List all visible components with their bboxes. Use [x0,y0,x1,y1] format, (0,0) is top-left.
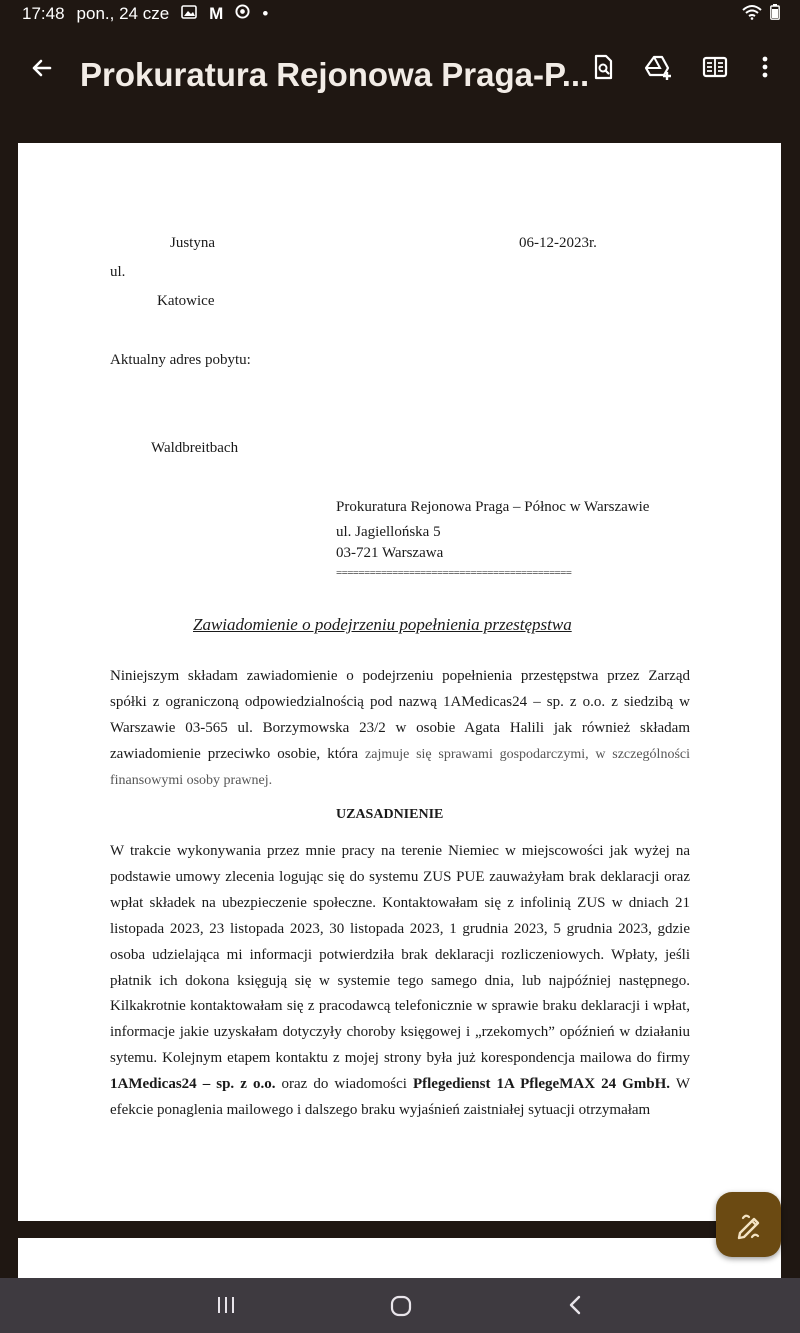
recent-apps-button[interactable] [214,1293,238,1322]
sender-street: ul. [110,264,126,280]
intro-main-text: Niniejszym składam zawiadomienie o podejrzeniu popełnienia przestępstwa przez Zarząd spółki z ograniczoną odpowiedzialnością pod nazwą 1AMedicas24 – sp. z o.o. z siedzibą w Warszawie 03-565 ul. Borzymowska 23/2 w osobie Agata Halili jak również składam zawiadomienie przeciwko osobie, która [110,668,690,762]
intro-paragraph [110,664,690,794]
gmail-notification-icon: M [209,4,224,23]
back-button[interactable] [26,52,58,84]
more-options-button[interactable] [750,52,780,82]
document-date: 06-12-2023r. [519,235,597,251]
system-back-button[interactable] [564,1293,588,1322]
home-icon [388,1293,414,1319]
recipient-postcode-city: 03-721 Warszawa [336,545,444,561]
reading-mode-button[interactable] [700,52,730,82]
document-search-icon [588,52,618,82]
more-vert-icon [750,52,780,82]
chrome-notification-icon [235,4,250,24]
annotate-fab-button[interactable] [716,1192,781,1257]
sender-name: Justyna [170,235,215,251]
current-address-label: Aktualny adres pobytu: [110,352,251,368]
app-bar [0,30,800,130]
more-notifications-dot: • [262,4,269,23]
battery-icon [770,4,780,25]
status-time: 17:48 [22,4,65,23]
pen-annotate-icon [716,1192,781,1257]
system-navigation-bar [0,1278,800,1333]
body-text-1: W trakcie wykonywania przez mnie pracy na terenie Niemiec w miejscowości jak wyżej na podstawie umowy zlecenia logując się do systemu ZUS PUE zauważyłam brak deklaracji oraz wpłat składek na ubezpieczenie społeczne. Kontaktowałam się z infolinią ZUS w dniach 21 listopada 2023, 23 listopada 2023, 30 listopada 2023, 1 grudnia 2023, 5 grudnia 2023, gdzie osoba udzielająca mi informacji potwierdziła brak deklaracji rozliczeniowych. Wpłaty, jeśli płatnik ich dokona księgują się w systemie tego samego dnia, lub najpóźniej następnego. Kilkakrotnie kontaktowałam się z pracodawcą telefonicznie w sprawie braku deklaracji i wpłat, informacje jakie uzyskałam dotyczyły choroby księgowej i „rzekomych” opóźnień w działaniu sytemu. Kolejnym etapem kontaktu z mojej strony była już korespondencja mailowa do firmy [110,843,690,1067]
document-page [18,143,781,1221]
status-date: pon., 24 cze [76,4,170,23]
back-arrow-icon [26,52,58,84]
section-heading: UZASADNIENIE [336,807,444,822]
company-name-bold: 1AMedicas24 – sp. z o.o. [110,1076,276,1093]
justification-paragraph [110,839,690,1124]
wifi-icon [742,4,762,25]
partner-company-bold: Pflegedienst 1A PflegeMAX 24 GmbH. [412,1076,671,1093]
home-button[interactable] [388,1293,414,1324]
recipient-separator: ========================================== [336,567,572,579]
body-text-3: W efekcie ponaglenia mailowego i dalszego braku wyjaśnień zaistniałej sytuacji otrzymałam [110,1076,691,1119]
reading-mode-icon [700,52,730,82]
drive-add-icon [644,52,674,82]
recent-apps-icon [214,1293,238,1317]
page-title: Prokuratura Rejonowa Praga-P... [80,56,590,93]
recipient-name: Prokuratura Rejonowa Praga – Północ w Warszawie [336,499,650,515]
current-city: Waldbreitbach [151,440,239,456]
status-bar [0,0,800,30]
chevron-left-icon [564,1293,588,1317]
intro-tail-text: zajmuje się sprawami gospodarczymi, w szczególności finansowymi osoby prawnej. [110,746,690,788]
body-text-2: oraz do wiadomości [281,1076,407,1093]
sender-city: Katowice [157,293,215,309]
document-subject: Zawiadomienie o podejrzeniu popełnienia przestępstwa [193,615,572,634]
recipient-street: ul. Jagiellońska 5 [336,524,441,540]
add-to-drive-button[interactable] [644,52,674,82]
find-in-document-button[interactable] [588,52,618,82]
photo-notification-icon [181,4,197,24]
